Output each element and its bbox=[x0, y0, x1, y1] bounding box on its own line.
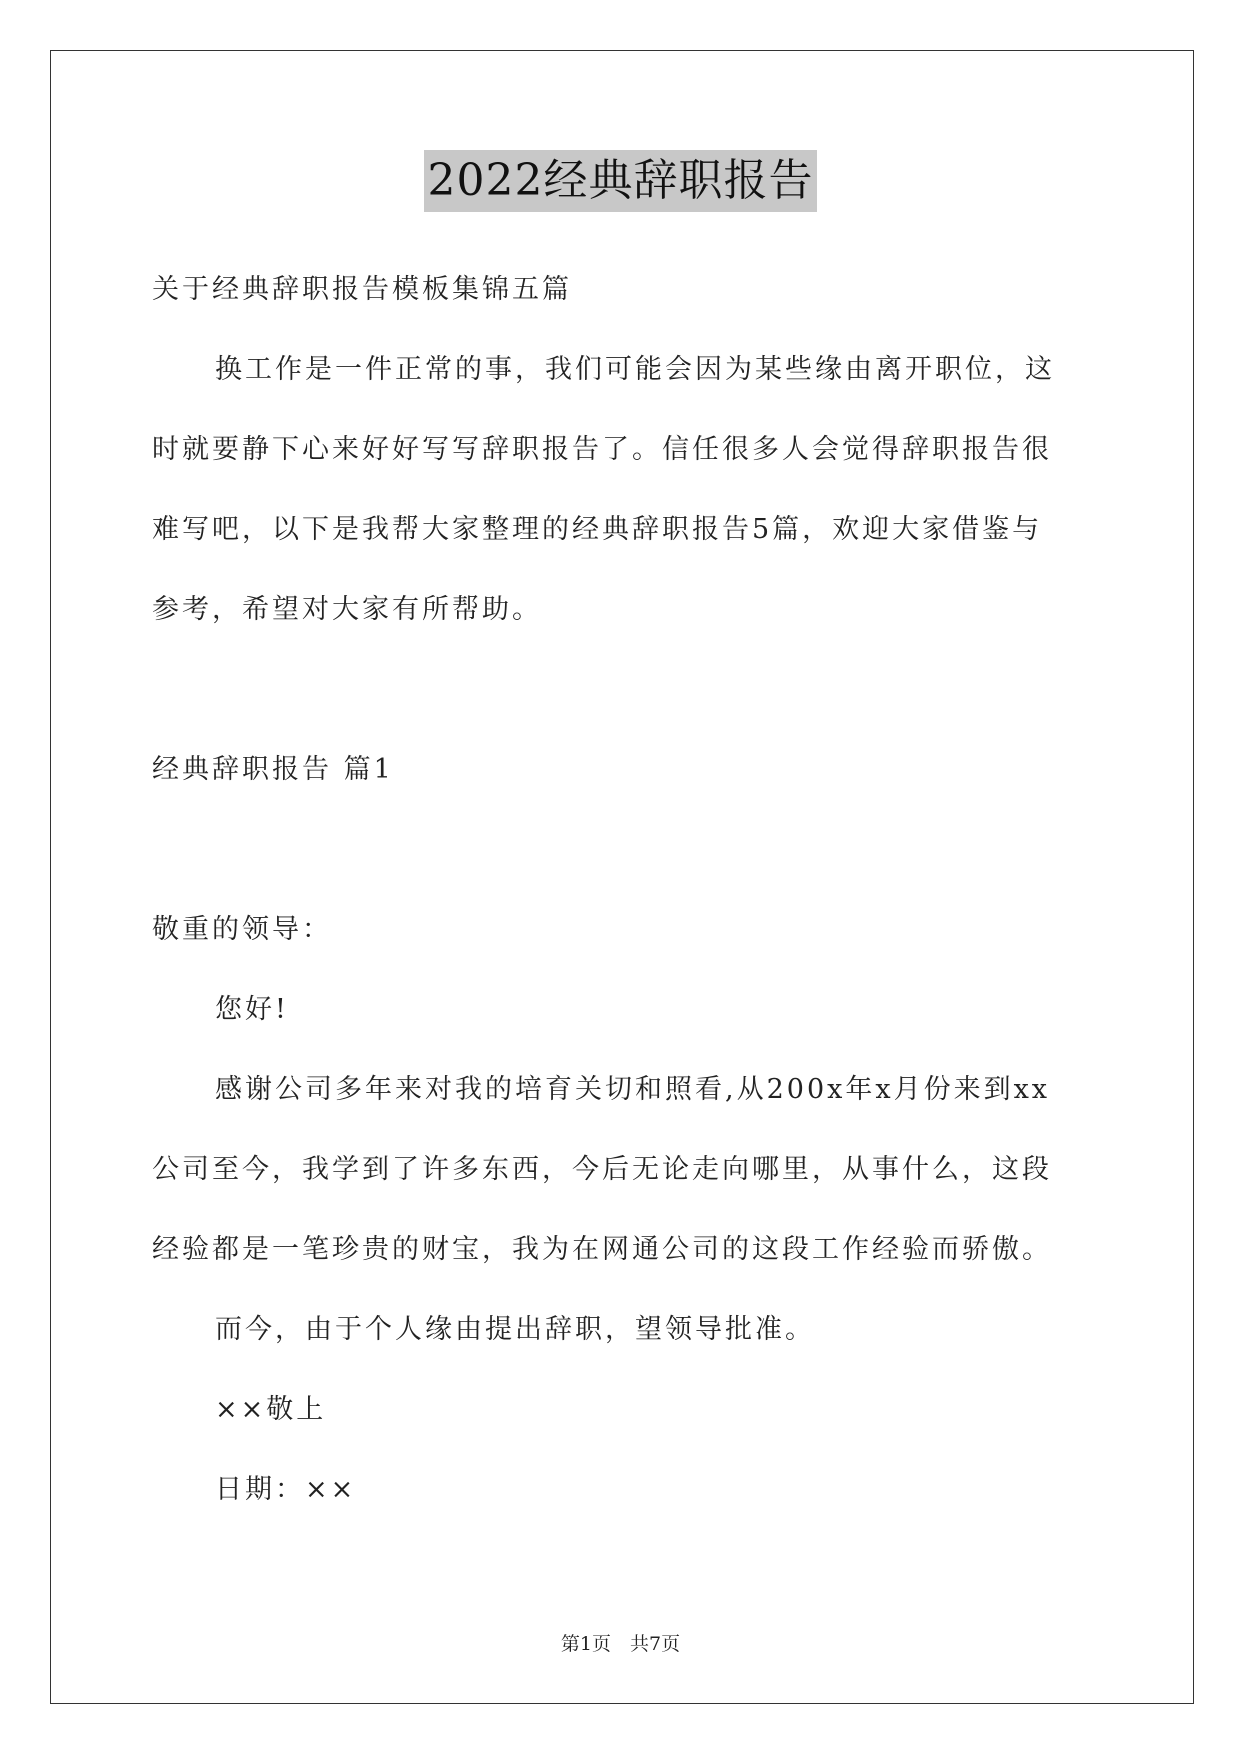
document-title: 2022经典辞职报告 bbox=[424, 150, 818, 212]
greeting: 您好! bbox=[215, 994, 289, 1025]
signature: ××敬上 bbox=[215, 1394, 327, 1425]
intro-line-2: 时就要静下心来好好写写辞职报告了。信任很多人会觉得辞职报告很 bbox=[152, 434, 1052, 465]
date-line: 日期：×× bbox=[215, 1474, 357, 1505]
document-subtitle: 关于经典辞职报告模板集锦五篇 bbox=[152, 274, 572, 305]
body-line-1: 感谢公司多年来对我的培育关切和照看,从200x年x月份来到xx bbox=[215, 1074, 1051, 1105]
intro-line-4: 参考，希望对大家有所帮助。 bbox=[152, 594, 542, 625]
section-heading: 经典辞职报告 篇1 bbox=[152, 754, 394, 785]
title-container bbox=[0, 150, 1241, 212]
body-line-2: 公司至今，我学到了许多东西，今后无论走向哪里，从事什么，这段 bbox=[152, 1154, 1052, 1185]
salutation: 敬重的领导： bbox=[152, 914, 332, 945]
intro-line-1: 换工作是一件正常的事，我们可能会因为某些缘由离开职位，这 bbox=[215, 354, 1055, 385]
page-footer: 第1页 共7页 bbox=[560, 1633, 681, 1655]
body-line-4: 而今，由于个人缘由提出辞职，望领导批准。 bbox=[215, 1314, 815, 1345]
body-line-3: 经验都是一笔珍贵的财宝，我为在网通公司的这段工作经验而骄傲。 bbox=[152, 1234, 1052, 1265]
intro-line-3: 难写吧，以下是我帮大家整理的经典辞职报告5篇，欢迎大家借鉴与 bbox=[152, 514, 1043, 545]
